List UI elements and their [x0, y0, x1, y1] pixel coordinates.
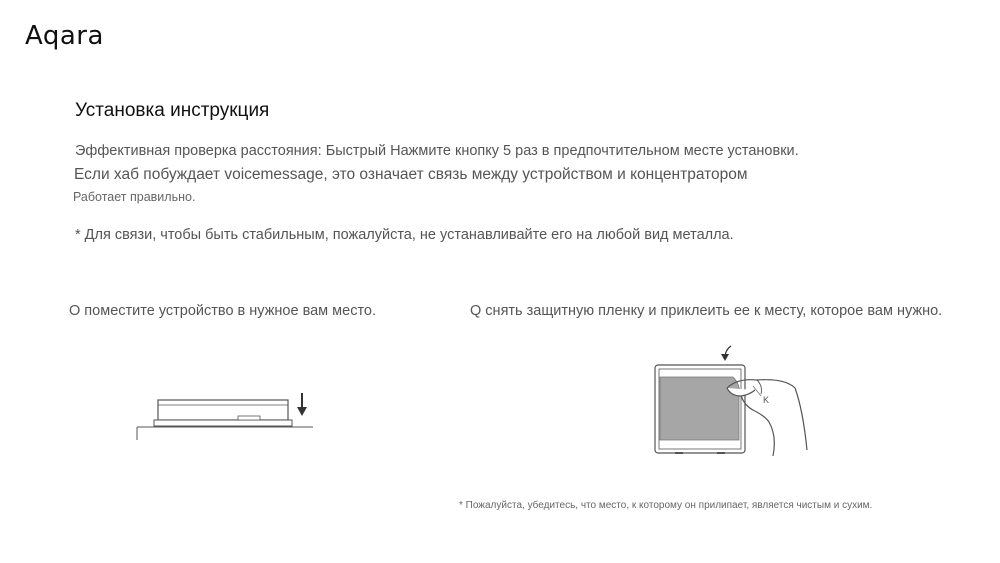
logo-text: Aqara [25, 21, 104, 51]
instruction-line-2: Если хаб побуждает voicemessage, это означает связь между устройством и концентратором [74, 166, 748, 183]
metal-warning: * Для связи, чтобы быть стабильным, пожалуйста, не устанавливайте его на любой вид металла. [75, 227, 734, 243]
aqara-logo-mark [25, 18, 125, 52]
step-2-text: Q снять защитную пленку и приклеить ее к месту, которое вам нужно. [470, 303, 943, 319]
instruction-line-3: Работает правильно. [73, 190, 196, 204]
aqara-logo [25, 18, 125, 52]
instruction-line-1: Эффективная проверка расстояния: Быстрый Нажмите кнопку 5 раз в предпочтительном месте установки. [75, 143, 799, 159]
step-1-text: O поместите устройство в нужное вам место. [69, 303, 377, 319]
callout-label: K [763, 395, 770, 405]
surface-footnote: * Пожалуйста, убедитесь, что место, к которому он прилипает, является чистым и сухим. [459, 500, 873, 511]
peel-film-hand-icon [645, 340, 815, 462]
page-title: Установка инструкция [75, 100, 270, 121]
device-on-surface-icon [130, 385, 320, 445]
